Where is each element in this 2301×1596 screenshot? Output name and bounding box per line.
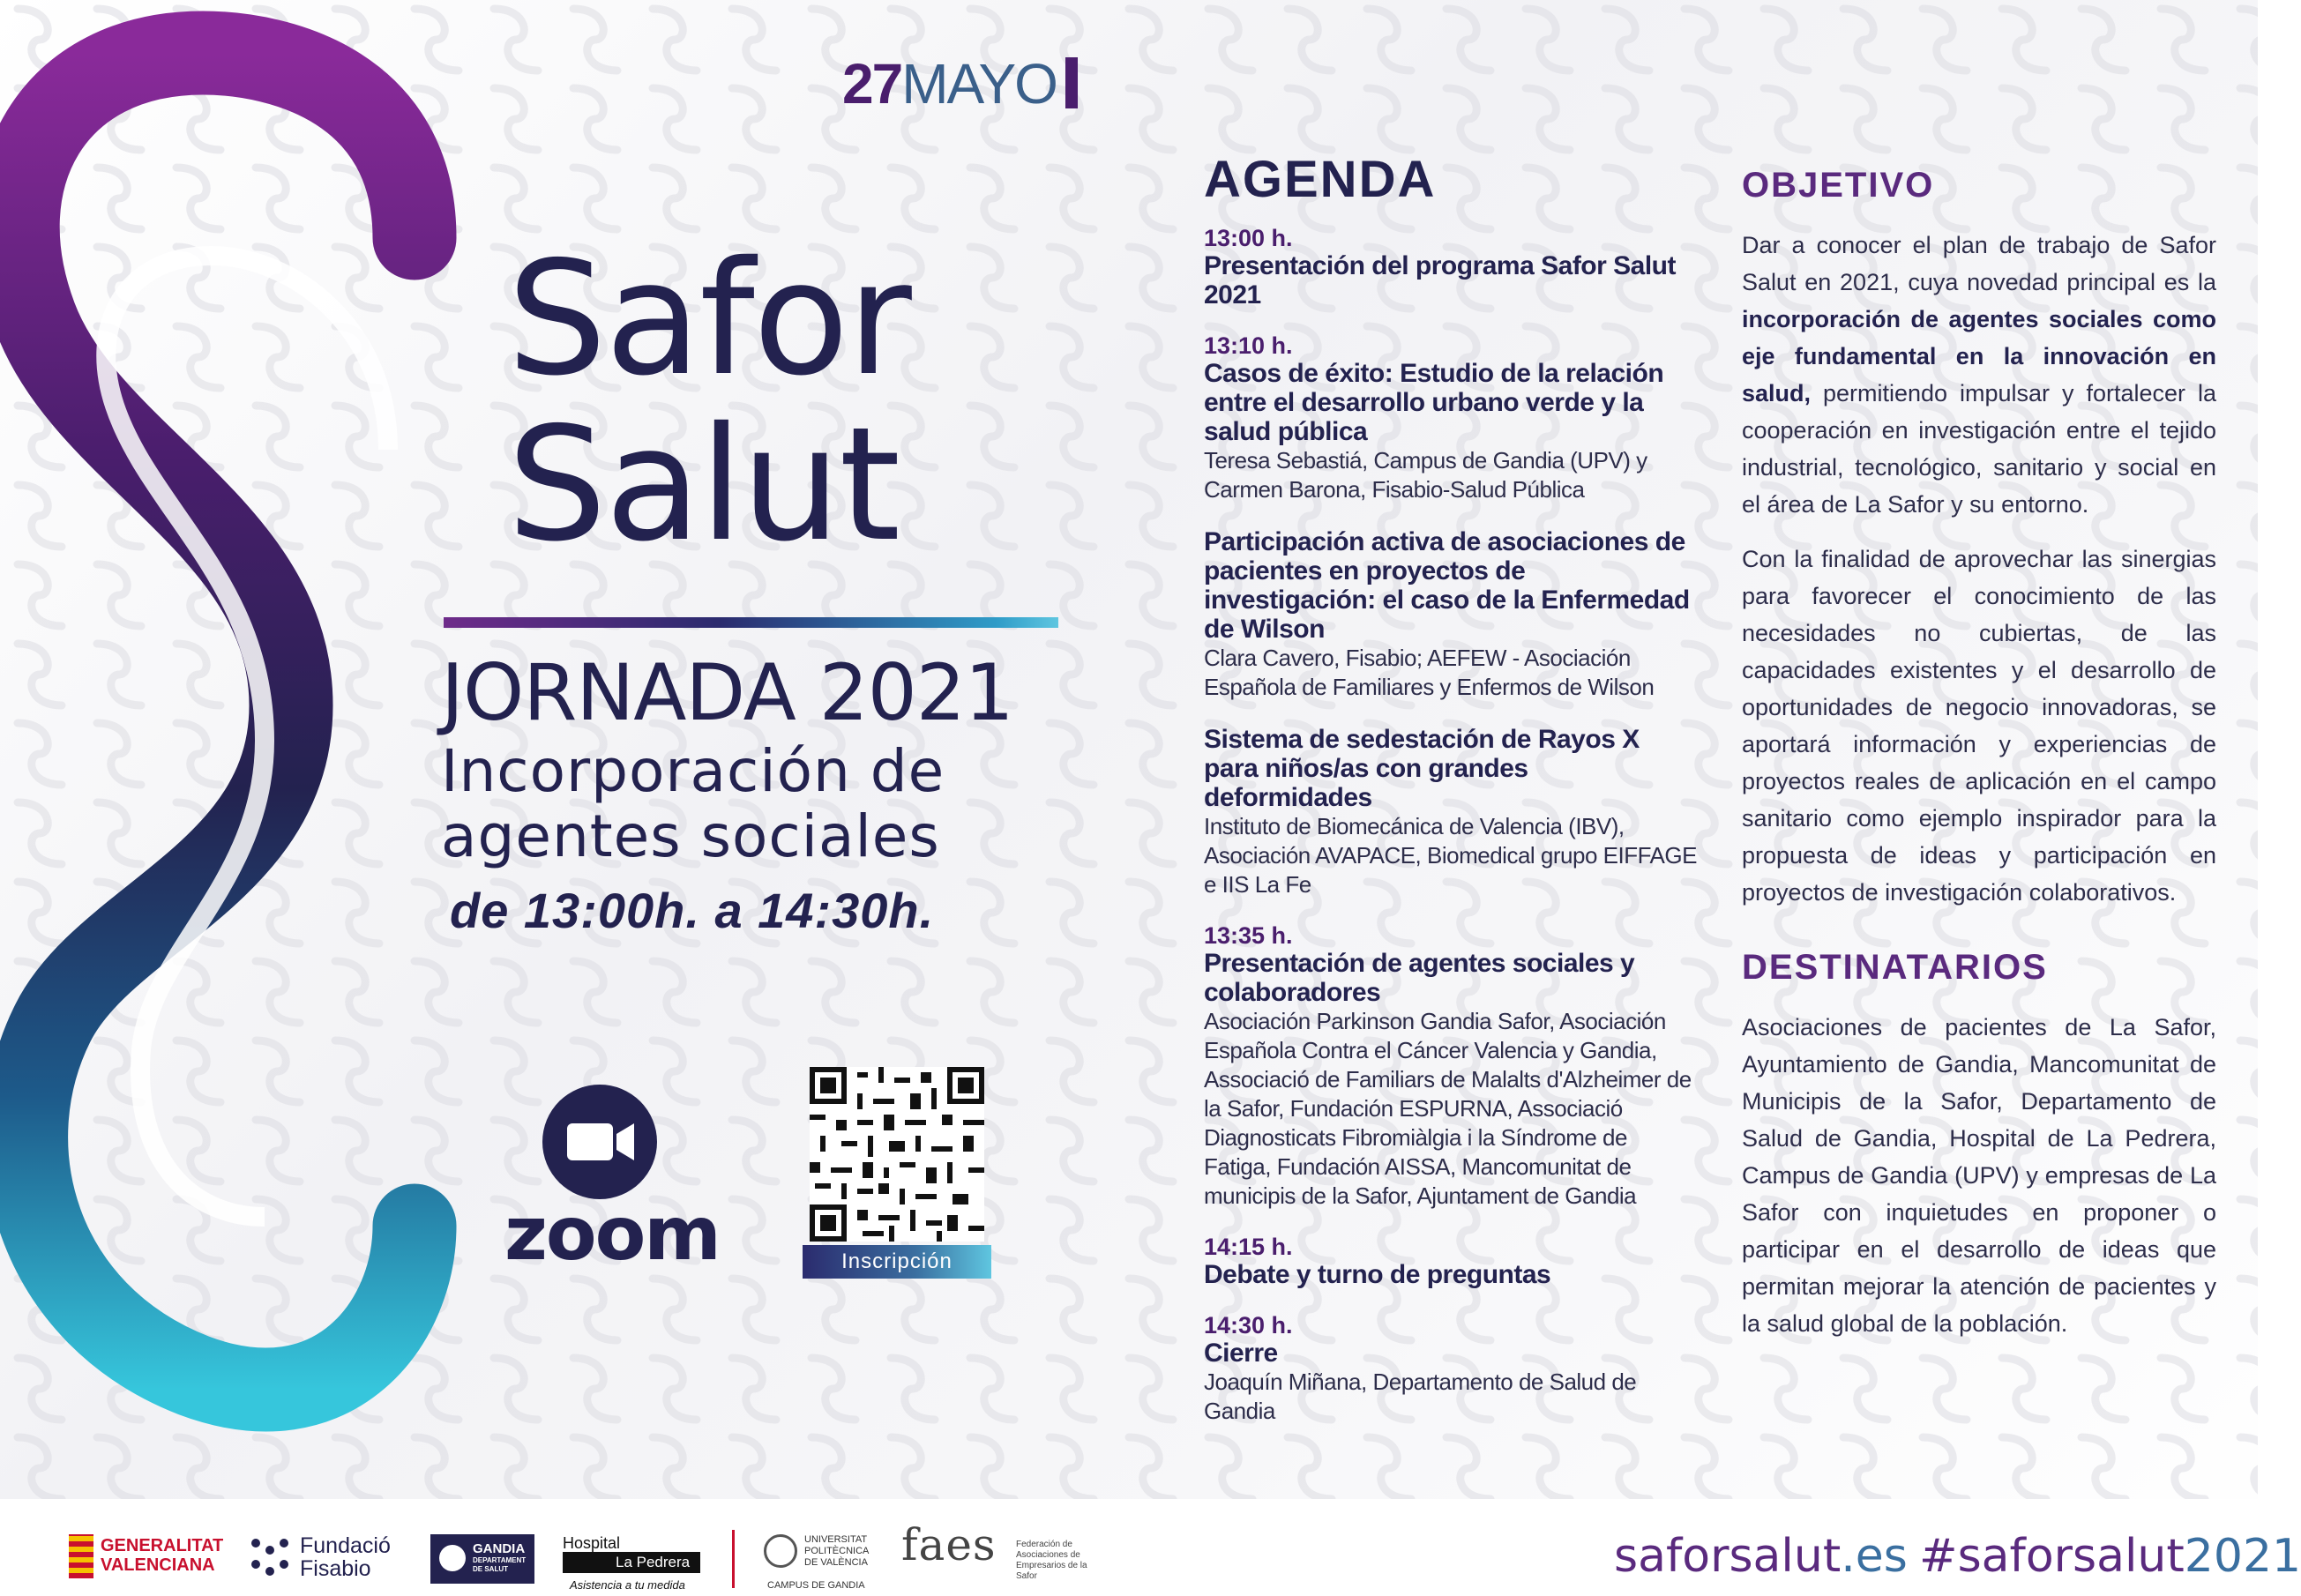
agenda-item — [1204, 527, 1698, 702]
generalitat-line-1: GENERALITAT — [101, 1536, 224, 1555]
destinatarios-heading: DESTINATARIOS — [1742, 948, 2048, 987]
agenda-title: Casos de éxito: Estudio de la relación entre el desarrollo urbano verde y la salud pública — [1204, 359, 1664, 446]
generalitat-line-2: VALENCIANA — [101, 1555, 215, 1575]
website-link[interactable] — [1614, 1530, 1908, 1583]
event-date — [842, 51, 1078, 116]
subtitle-line-1: Incorporación de — [441, 737, 945, 805]
upv-seal-icon — [764, 1534, 797, 1568]
event-time: de 13:00h. a 14:30h. — [450, 883, 935, 938]
date-day: 27 — [842, 52, 902, 116]
objetivo-text-a: Dar a conocer el plan de trabajo de Safor Salut en 2021, cuya novedad principal es la — [1742, 232, 2216, 295]
title-divider — [444, 617, 1058, 628]
gandia-health-logo — [430, 1534, 534, 1584]
objetivo-heading: OBJETIVO — [1742, 166, 1935, 205]
upv-campus: CAMPUS DE GANDIA — [767, 1580, 865, 1591]
agenda-time: 13:00 h. — [1204, 225, 1293, 251]
pedrera-hospital-label: Hospital — [563, 1534, 621, 1552]
upv-line-1: UNIVERSITAT — [804, 1534, 868, 1545]
fisabio-mark-icon — [249, 1534, 293, 1578]
agenda-item — [1204, 922, 1698, 1211]
agenda-section — [1204, 150, 1698, 1449]
gandia-line-1: GANDIA — [473, 1541, 526, 1556]
footer-separator — [732, 1530, 735, 1588]
date-bar — [1065, 57, 1078, 108]
info-column — [1742, 166, 2216, 1342]
agenda-item — [1204, 725, 1698, 899]
agenda-time: 13:10 h. — [1204, 332, 1293, 359]
main-title — [507, 227, 910, 576]
title-line-1: Safor — [507, 227, 910, 410]
agenda-title: Participación activa de asociaciones de pacientes en proyectos de investigación: el caso de la Enfermedad de Wilson — [1204, 527, 1690, 644]
hashtag — [1919, 1530, 2301, 1583]
objetivo-paragraph-2: Con la finalidad de aprovechar las sinergias para favorecer el conocimiento de las necesidades no cubiertas, de las capacidades existentes y el desarrollo de oportunidades de negocio innovadoras, se aportará información y experiencias de proyectos reales de aplicación en el campo sanitario como ejemplo inspirador para la propuesta de ideas y participación en proyectos de investigación colaborativos. — [1742, 546, 2216, 906]
upv-line-2: POLITÈCNICA — [804, 1546, 870, 1556]
zoom-label[interactable]: zoom — [504, 1190, 720, 1277]
site-tld: .es — [1841, 1530, 1908, 1583]
agenda-speakers: Asociación Parkinson Gandia Safor, Asociación Española Contra el Cáncer Valencia y Gandia, Associació de Familiars de Malalts d'Alzheimer de la Safor, Fundación ESPURNA, Associació Diagnosticats Fibromiàlgia i la Síndrome de Fatiga, Fundación AISSA, Mancomunitat de municipis de la Safor, Ajuntament de Gandia — [1204, 1008, 1692, 1209]
agenda-title: Presentación de agentes sociales y colaboradores — [1204, 949, 1635, 1007]
agenda-title: Debate y turno de preguntas — [1204, 1260, 1551, 1289]
agenda-time: 14:30 h. — [1204, 1312, 1293, 1339]
hashtag-year: 2021 — [2184, 1530, 2301, 1583]
agenda-heading: AGENDA — [1204, 151, 1437, 208]
fisabio-line-1: Fundació — [300, 1533, 391, 1558]
agenda-time: 13:35 h. — [1204, 922, 1293, 949]
qr-code-icon[interactable] — [810, 1067, 984, 1242]
hospital-pedrera-logo — [563, 1533, 704, 1592]
objetivo-text-b: permitiendo impulsar y fortalecer la cooperación en investigación entre el tejido industrial, tecnológico, sanitario y social en el área de La Safor y su entorno. — [1742, 380, 2216, 518]
pedrera-name: La Pedrera — [563, 1552, 700, 1573]
generalitat-emblem-icon — [69, 1534, 93, 1578]
agenda-item — [1204, 1312, 1698, 1426]
agenda-item — [1204, 332, 1698, 504]
title-line-2: Salut — [507, 393, 900, 576]
health-cross-icon — [439, 1545, 466, 1571]
zoom-camera-icon[interactable] — [542, 1085, 657, 1199]
agenda-title: Cierre — [1204, 1339, 1278, 1368]
agenda-speakers: Clara Cavero, Fisabio; AEFEW - Asociación Española de Familiares y Enfermos de Wilson — [1204, 645, 1655, 700]
pedrera-tagline: Asistencia a tu medida — [570, 1578, 685, 1592]
jornada-heading: JORNADA 2021 — [441, 647, 1013, 738]
gandia-line-2: DEPARTAMENT DE SALUT — [473, 1556, 527, 1573]
agenda-speakers: Instituto de Biomecánica de Valencia (IBV), Asociación AVAPACE, Biomedical grupo EIFFAGE e IIS La Fe — [1204, 813, 1697, 898]
agenda-item — [1204, 225, 1698, 310]
faes-subtitle: Federación de Asociaciones de Empresarios de la Safor — [1016, 1540, 1087, 1581]
site-main: saforsalut — [1614, 1530, 1842, 1583]
agenda-title: Sistema de sedestación de Rayos X para niños/as con grandes deformidades — [1204, 725, 1640, 812]
objetivo-paragraph-1 — [1742, 227, 2216, 523]
agenda-item — [1204, 1234, 1698, 1289]
fisabio-line-2: Fisabio — [300, 1556, 371, 1581]
agenda-time: 14:15 h. — [1204, 1234, 1293, 1260]
qr-registration-label[interactable]: Inscripción — [803, 1245, 991, 1279]
upv-line-3: DE VALÈNCIA — [804, 1557, 868, 1568]
objetivo-text-bold: incorporación de agentes sociales como eje fundamental en la innovación en salud, — [1742, 306, 2216, 406]
agenda-speakers: Teresa Sebastiá, Campus de Gandia (UPV) y Carmen Barona, Fisabio-Salud Pública — [1204, 447, 1647, 503]
destinatarios-paragraph: Asociaciones de pacientes de La Safor, Ayuntamiento de Gandia, Mancomunitat de Municipis de la Safor, Departamento de Salud de Gandia, Hospital de La Pedrera, Campus de Gandia (UPV) y empresas de La Safor con inquietudes en proponer o participar en el desarrollo de ideas que permitan mejorar la atención de pacientes y la salud global de la población. — [1742, 1014, 2216, 1337]
ribbon-s-logo — [0, 35, 459, 1490]
agenda-title: Presentación del programa Safor Salut 2021 — [1204, 251, 1676, 310]
agenda-speakers: Joaquín Miñana, Departamento de Salud de Gandia — [1204, 1369, 1637, 1424]
event-subtitle — [441, 739, 945, 869]
subtitle-line-2: agentes sociales — [441, 802, 940, 870]
date-month: MAYO — [901, 52, 1057, 116]
hashtag-main: #saforsalut — [1919, 1530, 2185, 1583]
faes-wordmark: faes — [901, 1519, 997, 1570]
